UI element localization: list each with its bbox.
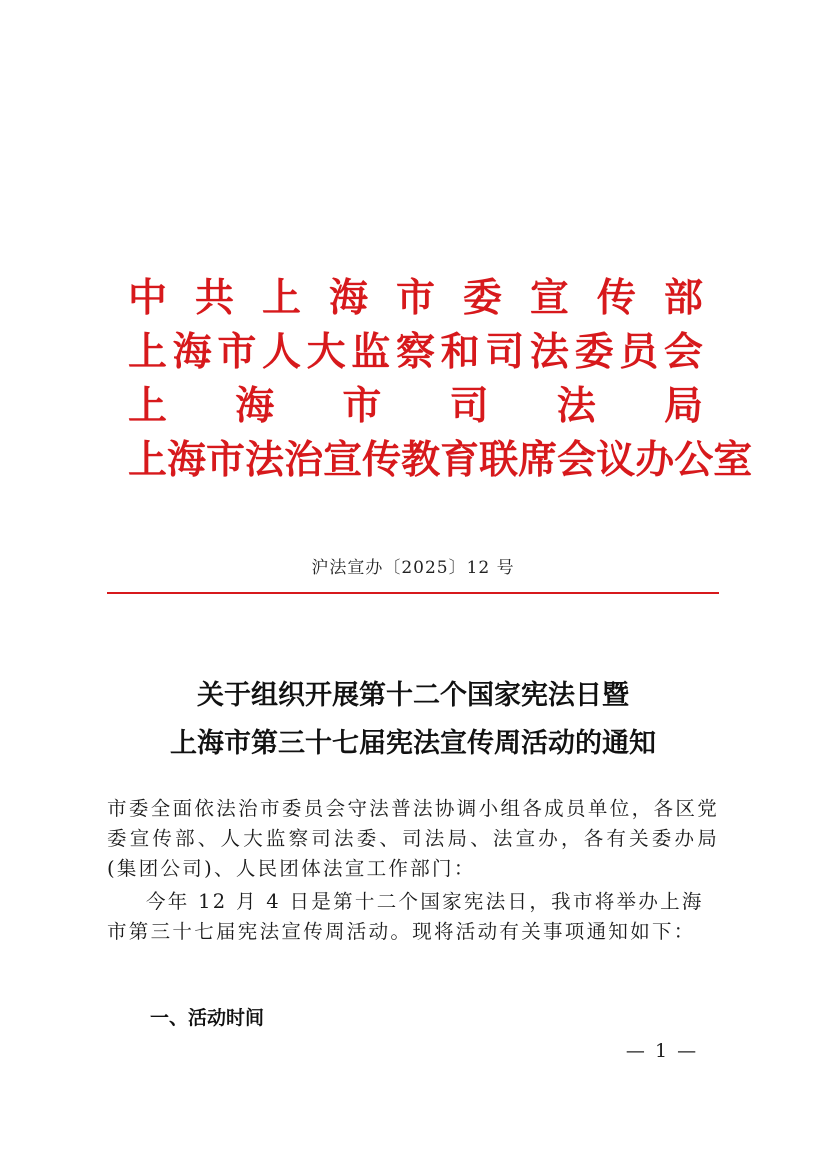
addressee-paragraph: 市委全面依法治市委员会守法普法协调小组各成员单位，各区党委宣传部、人大监察司法委、司法局、法宣办，各有关委办局(集团公司)、人民团体法宣工作部门：: [107, 797, 719, 880]
page-number: — 1 —: [625, 1040, 699, 1062]
issuer-char: 办: [635, 438, 675, 483]
issuer-char: 治: [284, 438, 324, 483]
issuer-char: 传: [596, 276, 636, 321]
issuer-line-3: [128, 380, 703, 434]
issuer-char: 海: [167, 438, 207, 483]
issuing-organizations-header: [128, 272, 753, 488]
issuer-char: 教: [401, 438, 441, 483]
issuer-char: 市: [395, 276, 435, 321]
issuer-char: 部: [663, 276, 703, 321]
issuer-char: 委: [574, 330, 614, 375]
issuer-char: 海: [328, 276, 368, 321]
issuer-char: 上: [261, 276, 301, 321]
issuer-char: 市: [217, 330, 257, 375]
issuer-char: 司: [449, 384, 489, 429]
issuer-char: 司: [485, 330, 525, 375]
issuer-char: 共: [194, 276, 234, 321]
issuer-char: 和: [440, 330, 480, 375]
body-text: [107, 794, 719, 947]
issuer-char: 会: [557, 438, 597, 483]
issuer-char: 上: [128, 438, 168, 483]
issuer-char: 员: [619, 330, 659, 375]
issuer-char: 会: [663, 330, 703, 375]
issuer-char: 法: [529, 330, 569, 375]
issuer-char: 委: [462, 276, 502, 321]
issuer-char: 局: [663, 384, 703, 429]
issuer-char: 室: [713, 438, 753, 483]
issuer-char: 察: [395, 330, 435, 375]
issuer-char: 市: [206, 438, 246, 483]
issuer-line-2: [128, 326, 703, 380]
issuer-char: 法: [245, 438, 285, 483]
red-divider-line: [107, 592, 719, 594]
issuer-char: 传: [362, 438, 402, 483]
issuer-char: 法: [556, 384, 596, 429]
issuer-char: 宣: [323, 438, 363, 483]
intro-paragraph: 今年 12 月 4 日是第十二个国家宪法日，我市将举办上海市第三十七届宪法宣传周活动。现将活动有关事项通知如下：: [107, 890, 704, 943]
issuer-line-1: [128, 272, 703, 326]
issuer-char: 监: [351, 330, 391, 375]
document-number: 沪法宣办〔2025〕12 号: [311, 558, 515, 578]
issuer-char: 席: [518, 438, 558, 483]
issuer-char: 海: [172, 330, 212, 375]
document-title-line-2: 上海市第三十七届宪法宣传周活动的通知: [170, 728, 656, 759]
issuer-char: 联: [479, 438, 519, 483]
issuer-char: 海: [235, 384, 275, 429]
issuer-char: 公: [674, 438, 714, 483]
issuer-char: 中: [128, 276, 168, 321]
issuer-char: 上: [128, 384, 168, 429]
issuer-char: 市: [342, 384, 382, 429]
section-heading-activity-time: 一、活动时间: [150, 1007, 265, 1029]
issuer-char: 大: [306, 330, 346, 375]
issuer-char: 人: [261, 330, 301, 375]
issuer-char: 育: [440, 438, 480, 483]
document-title-line-1: 关于组织开展第十二个国家宪法日暨: [197, 680, 629, 711]
issuer-char: 宣: [529, 276, 569, 321]
issuer-char: 上: [128, 330, 168, 375]
issuer-char: 议: [596, 438, 636, 483]
issuer-line-4: [128, 434, 753, 488]
